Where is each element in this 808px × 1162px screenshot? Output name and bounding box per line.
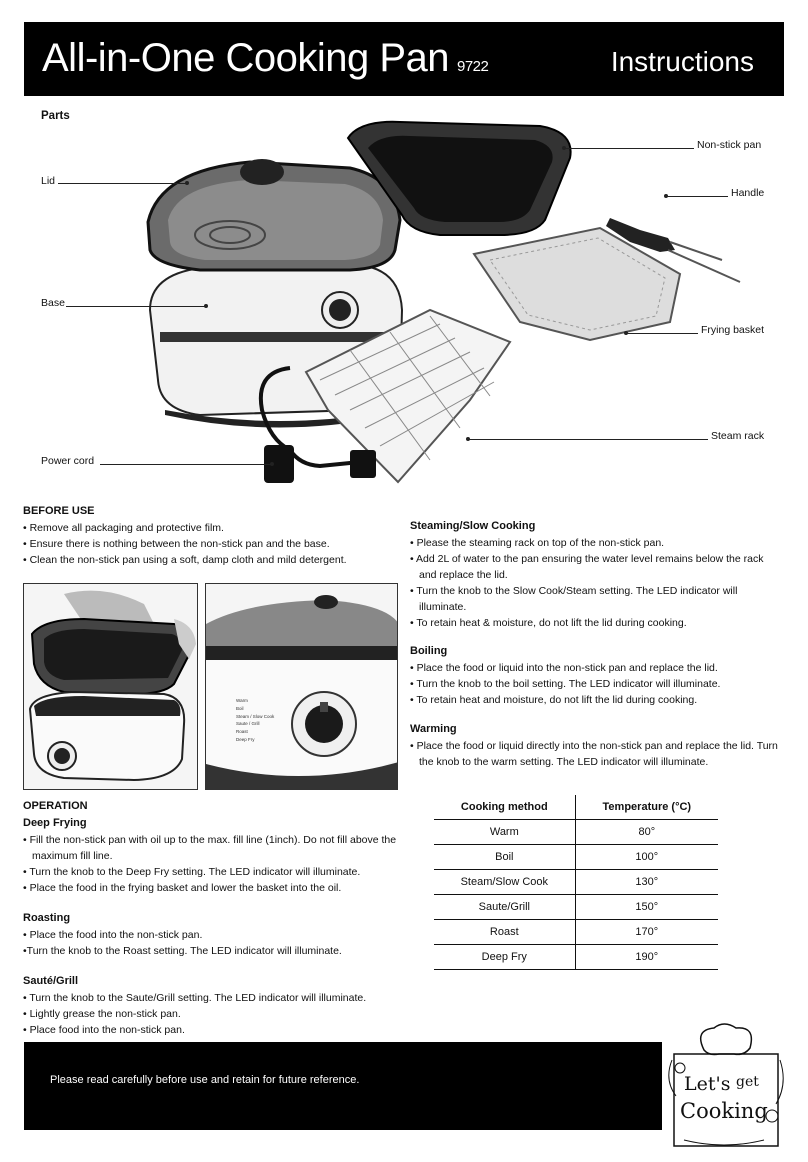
column-header-method: Cooking method [460,800,548,813]
table-row [434,919,718,944]
steam-rack-label: Steam rack [711,430,765,442]
temperature-cell: 170° [575,919,718,944]
warming-section [410,721,782,770]
before-use-section [23,503,393,568]
boiling-item: • Turn the knob to the boil setting. The LED indicator will illuminate. [410,678,721,690]
model-number: 9722 [457,58,489,75]
dial-label: Boil [236,705,244,711]
temperature-cell: 80° [575,819,718,844]
before-use-item: • Remove all packaging and protective film. [23,522,224,534]
footer-bar [24,1042,662,1130]
before-use-item: • Ensure there is nothing between the non-stick pan and the base. [23,538,330,550]
power-cord-callout-line [100,464,272,465]
power-cord-callout-dot [270,462,274,466]
roasting-item: •Turn the knob to the Roast setting. The LED indicator will illuminate. [23,945,342,957]
temperature-cell: 130° [575,869,718,894]
base-callout-line [66,306,206,307]
steaming-item: • Add 2L of water to the pan ensuring the water level remains below the rack and replace the lid. [410,553,764,581]
steaming-item: • To retain heat & moisture, do not lift the lid during cooking. [410,617,687,629]
header-bar [24,22,784,96]
steaming-item: • Turn the knob to the Slow Cook/Steam setting. The LED indicator will illuminate. [410,585,738,613]
boiling-item: • To retain heat and moisture, do not lift the lid during cooking. [410,694,698,706]
temperature-cell: 190° [575,944,718,969]
boiling-heading: Boiling [410,645,448,657]
dial-labels [236,697,274,744]
before-use-heading: BEFORE USE [23,505,95,517]
photo-removing-pan-image [24,584,198,790]
roasting-heading: Roasting [23,912,71,924]
steaming-section [410,518,782,631]
steaming-item: • Please the steaming rack on top of the non-stick pan. [410,537,665,549]
saute-item: • Lightly grease the non-stick pan. [23,1008,181,1020]
method-cell: Roast [434,919,575,944]
roasting-item: • Place the food into the non-stick pan. [23,929,203,941]
footer-note: Please read carefully before use and retain for future reference. [50,1074,360,1086]
method-cell: Saute/Grill [434,894,575,919]
frying-basket-callout-line [626,333,698,334]
base-callout-dot [204,304,208,308]
non-stick-pan-label: Non-stick pan [697,139,762,151]
logo-word-cooking: Cooking [680,1099,768,1123]
photo-control-panel [205,583,398,790]
non-stick-pan-callout-dot [562,146,566,150]
steam-rack-callout-dot [466,437,470,441]
method-cell: Steam/Slow Cook [434,869,575,894]
table-row [434,844,718,869]
temperature-cell: 100° [575,844,718,869]
operation-heading: OPERATION [23,800,88,812]
boiling-section [410,643,782,708]
table-row [434,819,718,844]
handle-callout-dot [664,194,668,198]
lid-image [148,159,400,270]
table-row [434,894,718,919]
document-title: All-in-One Cooking Pan 9722 [42,36,489,80]
instructions-title: Instructions [610,46,754,77]
dial-label: Warm [236,698,248,703]
method-cell: Boil [434,844,575,869]
deep-frying-item: • Turn the knob to the Deep Fry setting. The LED indicator will illuminate. [23,866,361,878]
photo-removing-pan [23,583,198,790]
lid-label: Lid [41,175,56,187]
non-stick-pan-callout-line [564,148,694,149]
dial-label: Steam / Slow Cook [236,713,275,719]
logo-word-lets: Let's [684,1073,731,1095]
warming-item: • Place the food or liquid directly into the non-stick pan and replace the lid. Turn the knob to the warm setting. The LED indicator will illuminate. [410,740,778,768]
steam-rack-callout-line [468,439,708,440]
boiling-item: • Place the food or liquid into the non-stick pan and replace the lid. [410,662,718,674]
saute-item: • Turn the knob to the Saute/Grill setting. The LED indicator will illuminate. [23,992,367,1004]
dial-label: Roast [236,729,248,735]
handle-callout-line [666,196,728,197]
lets-get-cooking-logo [664,1020,788,1152]
frying-basket-label: Frying basket [701,324,765,336]
lid-callout-dot [185,181,189,185]
method-cell: Deep Fry [434,944,575,969]
deep-frying-heading: Deep Frying [23,817,87,829]
lid-callout-line [58,183,186,184]
base-label: Base [41,297,65,309]
dial-label: Saute / Grill [236,721,260,727]
before-use-item: • Clean the non-stick pan using a soft, damp cloth and mild detergent. [23,554,347,566]
power-cord-label: Power cord [41,455,95,467]
frying-basket-callout-dot [624,331,628,335]
temperature-cell: 150° [575,894,718,919]
parts-heading: Parts [41,110,70,122]
table-row [434,869,718,894]
deep-frying-item: • Place the food in the frying basket and lower the basket into the oil. [23,882,342,894]
saute-item: • Place food into the non-stick pan. [23,1024,185,1036]
operation-section [23,798,403,1038]
parts-illustration [0,110,808,510]
method-cell: Warm [434,819,575,844]
steaming-heading: Steaming/Slow Cooking [410,520,536,532]
dial-label: Deep Fry [236,736,255,742]
warming-heading: Warming [410,723,457,735]
handle-label: Handle [731,187,765,199]
column-header-temperature: Temperature (°C) [575,795,718,819]
deep-frying-item: • Fill the non-stick pan with oil up to the max. fill line (1inch). Do not fill above the maximum fill line. [23,834,397,862]
logo-word-get: get [736,1074,759,1090]
table-row [434,944,718,969]
table-header-row [434,795,718,819]
temperature-table [434,795,718,970]
photo-control-panel-image [206,584,398,790]
saute-heading: Sauté/Grill [23,975,79,987]
